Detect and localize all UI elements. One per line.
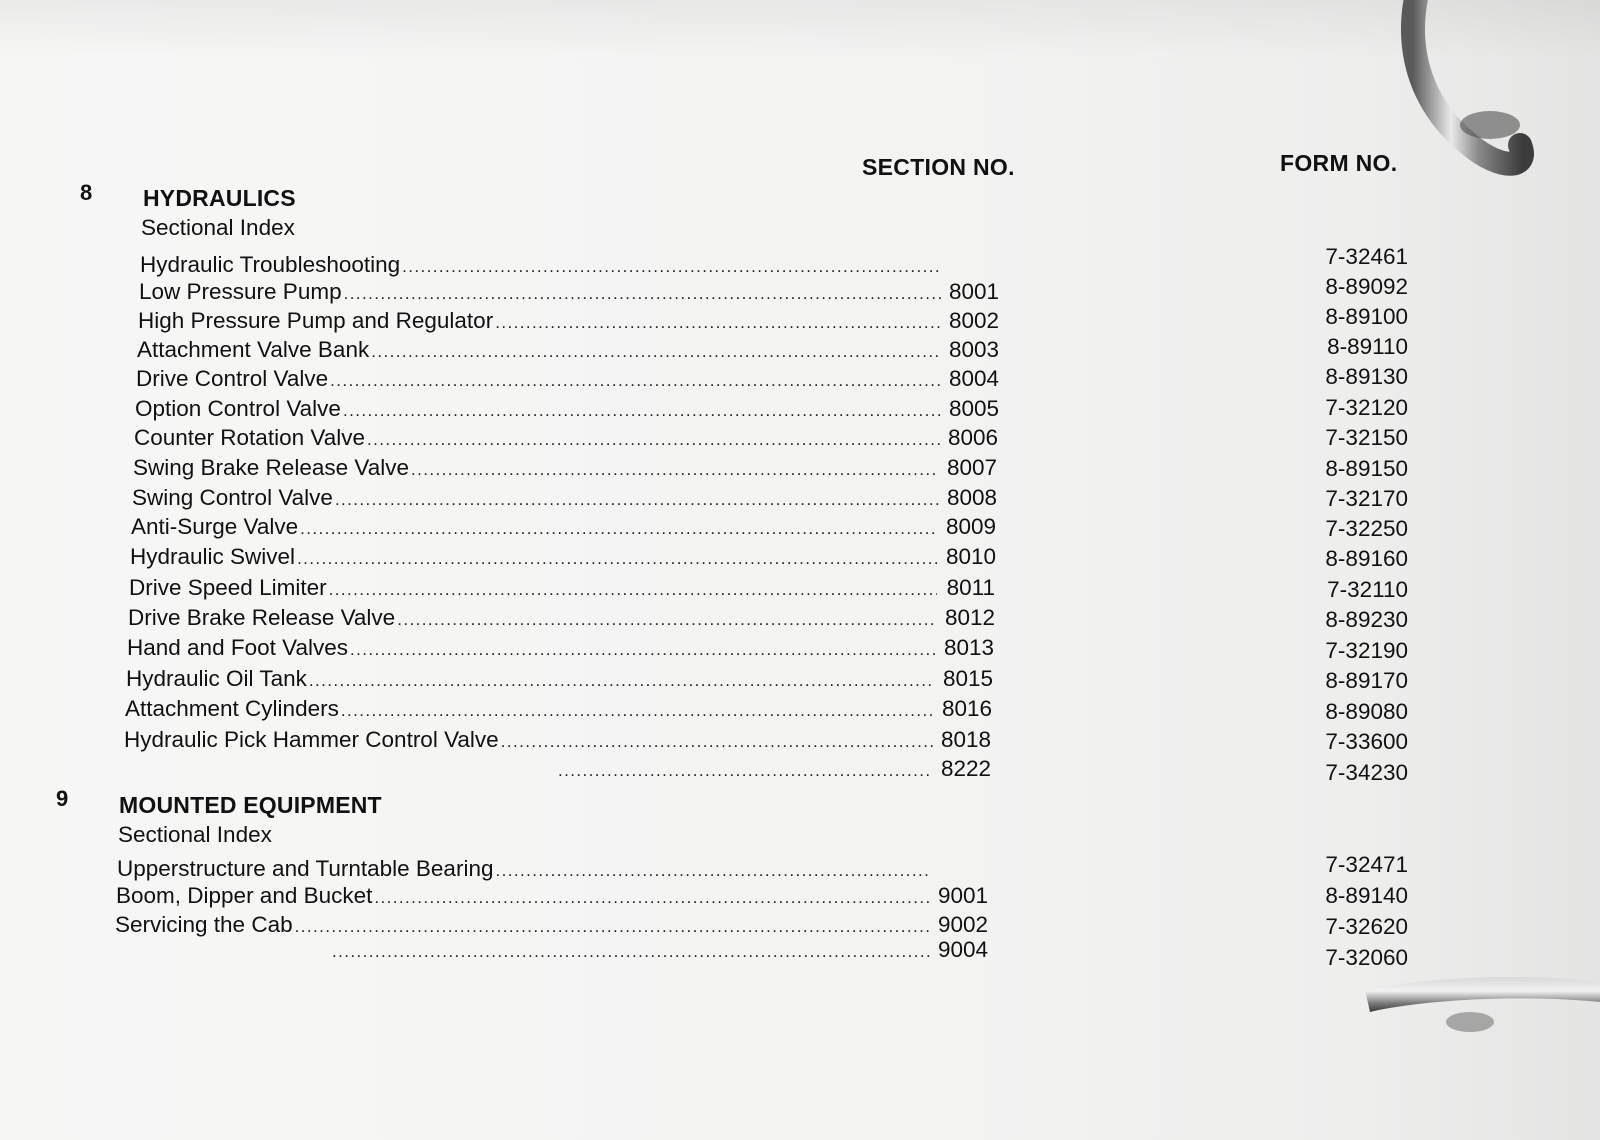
section-number-cell: 9001 <box>937 883 988 908</box>
form-number: 8-89230 <box>1325 607 1408 632</box>
dot-leader <box>295 917 930 937</box>
toc-row <box>127 635 994 661</box>
section-number-cell: 8016 <box>941 696 992 721</box>
dot-leader <box>330 371 941 391</box>
dot-leader <box>343 401 941 421</box>
toc-title: Drive Control Valve <box>136 366 329 391</box>
section-number-cell: 8018 <box>940 727 991 752</box>
form-number: 8-89080 <box>1325 699 1408 724</box>
section-number: 8 <box>80 180 93 205</box>
form-number: 7-33600 <box>1325 729 1408 754</box>
section-number-cell: 8002 <box>948 308 999 333</box>
toc-row <box>135 396 999 422</box>
toc-row <box>136 366 999 392</box>
dot-leader <box>397 610 937 630</box>
form-number: 7-32060 <box>1325 945 1408 970</box>
toc-row <box>131 514 996 540</box>
form-number: 7-32461 <box>1325 244 1408 269</box>
dot-leader <box>300 519 938 539</box>
toc-title: Attachment Valve Bank <box>137 337 370 362</box>
section-number-cell: 9004 <box>937 937 988 962</box>
form-number: 8-89160 <box>1325 546 1408 571</box>
toc-row <box>133 455 997 481</box>
toc-row <box>125 696 992 722</box>
form-number: 7-32170 <box>1325 486 1408 511</box>
dot-leader <box>495 313 941 333</box>
dot-leader <box>411 460 939 480</box>
form-number: 8-89130 <box>1325 364 1408 389</box>
toc-title: Hydraulic Swivel <box>130 544 296 569</box>
sectional-index-label: Sectional Index <box>118 822 272 847</box>
toc-row <box>137 337 999 363</box>
dot-leader <box>329 580 937 600</box>
form-number: 8-89110 <box>1327 334 1408 359</box>
section-title: MOUNTED EQUIPMENT <box>119 792 382 818</box>
binder-ring-icon <box>1360 960 1600 1050</box>
section-number-cell: 8007 <box>946 455 997 480</box>
toc-row <box>128 605 995 631</box>
form-number: 7-32471 <box>1325 852 1408 877</box>
section-number-cell: 8001 <box>948 279 999 304</box>
toc-title: Swing Brake Release Valve <box>133 455 409 480</box>
toc-row <box>138 308 999 334</box>
section-number-cell: 9002 <box>937 912 988 937</box>
toc-title: Drive Brake Release Valve <box>128 605 396 630</box>
section-number-cell: 8011 <box>946 575 995 600</box>
dot-leader <box>402 257 940 277</box>
binder-ring-icon <box>1380 0 1550 190</box>
form-number: 8-89100 <box>1325 304 1408 329</box>
toc-row <box>117 856 989 882</box>
section-number: 9 <box>56 786 69 811</box>
dot-leader <box>344 284 941 304</box>
section-no-header: SECTION NO. <box>862 154 1015 180</box>
toc-title: Swing Control Valve <box>132 485 333 510</box>
dot-leader <box>341 701 934 721</box>
page-shadow <box>0 0 1600 60</box>
toc-title: High Pressure Pump and Regulator <box>138 308 494 333</box>
form-number: 7-32190 <box>1325 638 1408 663</box>
dot-leader <box>501 732 933 752</box>
dot-leader <box>297 549 938 569</box>
dot-leader <box>495 861 931 881</box>
toc-row <box>556 756 991 782</box>
form-number: 7-34230 <box>1325 760 1408 785</box>
dot-leader <box>374 888 930 908</box>
toc-row <box>126 666 993 692</box>
section-number-cell: 8010 <box>945 544 996 569</box>
dot-leader <box>350 640 936 660</box>
form-number: 7-32110 <box>1327 577 1408 602</box>
dot-leader <box>371 342 941 362</box>
form-number: 7-32120 <box>1325 395 1408 420</box>
toc-title: Anti-Surge Valve <box>131 514 299 539</box>
form-number: 8-89150 <box>1325 456 1408 481</box>
sectional-index-label: Sectional Index <box>141 215 295 240</box>
toc-row <box>134 425 998 451</box>
toc-row <box>124 727 991 753</box>
form-number: 7-32250 <box>1325 516 1408 541</box>
section-number-cell: 8006 <box>947 425 998 450</box>
toc-title: Option Control Valve <box>135 396 341 421</box>
form-number: 8-89140 <box>1325 883 1408 908</box>
toc-title: Hydraulic Oil Tank <box>126 666 307 691</box>
section-number-cell: 8015 <box>942 666 993 691</box>
section-number-cell: 8222 <box>940 756 991 781</box>
toc-title: Drive Speed Limiter <box>129 575 327 600</box>
toc-row <box>116 883 988 909</box>
toc-title: Hydraulic Pick Hammer Control Valve <box>124 727 499 752</box>
section-number-cell: 8003 <box>948 337 999 362</box>
form-number: 8-89170 <box>1325 668 1408 693</box>
toc-title: Low Pressure Pump <box>139 279 342 304</box>
dot-leader <box>309 671 935 691</box>
toc-title: Servicing the Cab <box>115 912 293 937</box>
toc-title: Hydraulic Troubleshooting <box>140 252 401 277</box>
toc-title: Attachment Cylinders <box>125 696 339 721</box>
dot-leader <box>367 430 940 450</box>
section-number-cell: 8009 <box>945 514 996 539</box>
dot-leader <box>332 942 930 962</box>
toc-row <box>132 485 997 511</box>
section-number-cell: 8012 <box>944 605 995 630</box>
toc-row <box>115 912 988 938</box>
form-number: 7-32620 <box>1325 914 1408 939</box>
section-number-cell: 8004 <box>948 366 999 391</box>
toc-row <box>140 252 998 278</box>
toc-row <box>129 575 995 601</box>
form-number: 8-89092 <box>1325 274 1408 299</box>
form-no-header: FORM NO. <box>1280 150 1398 176</box>
toc-row <box>330 937 988 963</box>
section-number-cell: 8008 <box>946 485 997 510</box>
form-number: 7-32150 <box>1325 425 1408 450</box>
toc-title: Upperstructure and Turntable Bearing <box>117 856 494 881</box>
toc-row <box>130 544 996 570</box>
toc-row <box>139 279 999 305</box>
section-number-cell: 8013 <box>943 635 994 660</box>
toc-title: Boom, Dipper and Bucket <box>116 883 373 908</box>
section-title: HYDRAULICS <box>143 185 296 211</box>
section-number-cell: 8005 <box>948 396 999 421</box>
dot-leader <box>558 761 933 781</box>
toc-title: Counter Rotation Valve <box>134 425 365 450</box>
toc-title: Hand and Foot Valves <box>127 635 348 660</box>
dot-leader <box>335 490 939 510</box>
